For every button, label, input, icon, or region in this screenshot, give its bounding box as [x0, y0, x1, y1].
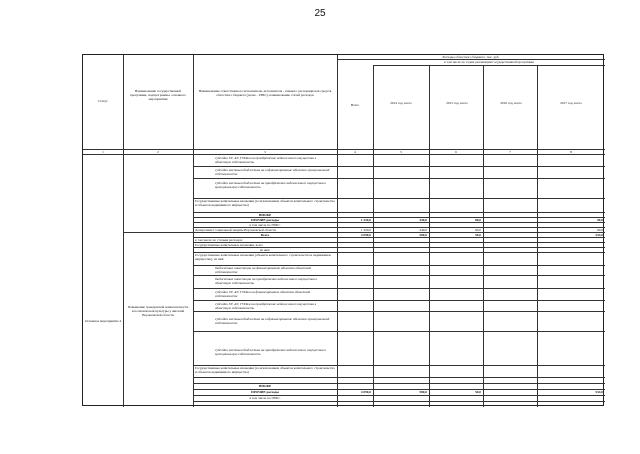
val-r6-2017: 90,0 — [597, 217, 603, 222]
header-budget-group: Расходы областного бюджета, тыс. руб. — [442, 55, 500, 59]
row-capital-total: Государственные капитальные вложения, всего — [195, 242, 264, 247]
row-niokr-2: НИОКР — [258, 383, 272, 388]
val-r6-2014: 440,0 — [419, 217, 427, 222]
row-subsidy-local-acquisition: субсидии местным бюджетам на приобретение недвижимого имущества в муниципальную собственность — [215, 181, 326, 189]
row-subsidy-local-cofinancing: субсидии местным бюджетам на софинансирование объектов муниципальной собственности — [215, 168, 330, 176]
header-2015: 2015 год, всего — [446, 101, 468, 105]
val-r8-2017: 90,0 — [597, 227, 603, 232]
header-2016: 2016 год, всего — [500, 101, 522, 105]
row-subsidy-local-cofinancing-2: субсидии местным бюджетам на софинансирование объектов муниципальной собственности — [215, 317, 330, 325]
row-subsidy-gu-financing: субсидии ЗУ, АУ, ГУПам на финансирование объектов областной собственности — [215, 290, 311, 298]
row-by-grbs: в том числе по ГРБС: — [249, 222, 281, 227]
row-other-expenses-2: ПРОЧИЕ расходы — [250, 389, 280, 394]
col-num-1: 1 — [102, 149, 104, 154]
row-invest-financing: бюджетные инвестиции на финансирование объектов областной собственности — [215, 266, 311, 274]
row-subsidy-local-acquisition-2: субсидии местным бюджетам на приобретение недвижимого имущества в муниципальную собственность — [215, 348, 326, 356]
program-name-cell: Повышение гражданской компетентности и политической культуры у жителей Воронежской области — [127, 305, 189, 317]
row-niokr: НИОКР — [258, 212, 272, 217]
row-subsidy-gu-acquisition: субсидии ЗУ, АУ, ГУПам на приобретение недвижимого имущества в областную собственность — [215, 156, 317, 164]
status-cell: Основное мероприятие 4 — [85, 319, 122, 323]
row-subsidy-gu-acquisition-2: субсидии ЗУ, АУ, ГУПам на приобретение недвижимого имущества в областную собственность — [215, 302, 317, 310]
col-num-7: 7 — [509, 149, 511, 154]
val-r8-total: 1 320,0 — [360, 227, 371, 232]
header-2017: 2017 год, всего — [560, 101, 582, 105]
col-num-3: 3 — [264, 149, 266, 154]
val-r9-total: 4 090,0 — [360, 232, 371, 237]
header-2014: 2014 год, всего — [390, 101, 412, 105]
val-r8-2014: 440,0 — [419, 227, 427, 232]
row-capital-excl-2: Государственные капитальные вложения (за исключением объектов капитального строительства и объектов недвижимого имущества) — [195, 366, 335, 374]
header-program-name: Наименование государственной программы, подпрограммы, основного мероприятия — [129, 89, 187, 101]
header-by-years: в том числе по годам реализации государственной программы — [444, 60, 534, 64]
col-num-8: 8 — [570, 149, 572, 154]
row-by-grbs-2: в том числе по ГРБС: — [249, 395, 281, 400]
val-r9-2014: 580,0 — [419, 232, 427, 237]
row-dept-social: Департамент социальной защиты Воронежской области — [195, 227, 276, 232]
val-r8-2015: 90,0 — [475, 227, 481, 232]
col-num-4: 4 — [354, 149, 356, 154]
header-total: Всего — [350, 103, 360, 107]
col-num-2: 2 — [157, 149, 159, 154]
row-total: Всего — [260, 232, 270, 237]
page-number: 25 — [314, 8, 326, 19]
val-r22-2015: 50,0 — [475, 389, 481, 394]
header-status: Статус — [98, 99, 108, 103]
row-by-expense-items: в том числе по статьям расходов: — [195, 237, 243, 242]
val-r6-total: 1 320,0 — [360, 217, 371, 222]
val-r9-2017: 534,0 — [595, 232, 603, 237]
row-capital-objects: Государственные капитальные вложения (объекты капитального строительства и недвижимое имущество), из них: — [195, 253, 332, 261]
row-other-expenses: ПРОЧИЕ расходы — [250, 217, 280, 222]
budget-table — [82, 54, 604, 406]
col-num-6: 6 — [455, 149, 457, 154]
val-r9-2015: 50,0 — [475, 232, 481, 237]
row-of-them: из них: — [259, 247, 271, 252]
header-executor: Наименование ответственного исполнителя, исполнителя - главного распорядителя средств областного бюджета (далее - ГРБС), наименование статей расходов — [198, 89, 332, 97]
row-invest-acquisition: бюджетные инвестиции на приобретение недвижимого имущества в областную собственность — [215, 277, 318, 285]
val-r22-2014: 580,0 — [419, 389, 427, 394]
val-r22-total: 4 090,0 — [360, 389, 371, 394]
val-r6-2015: 88,0 — [475, 217, 481, 222]
col-num-5: 5 — [400, 149, 402, 154]
row-capital-excl: Государственные капитальные вложения (за исключением объектов капитального строительства и объектов недвижимого имущества) — [195, 199, 335, 207]
val-r22-2017: 534,0 — [595, 389, 603, 394]
